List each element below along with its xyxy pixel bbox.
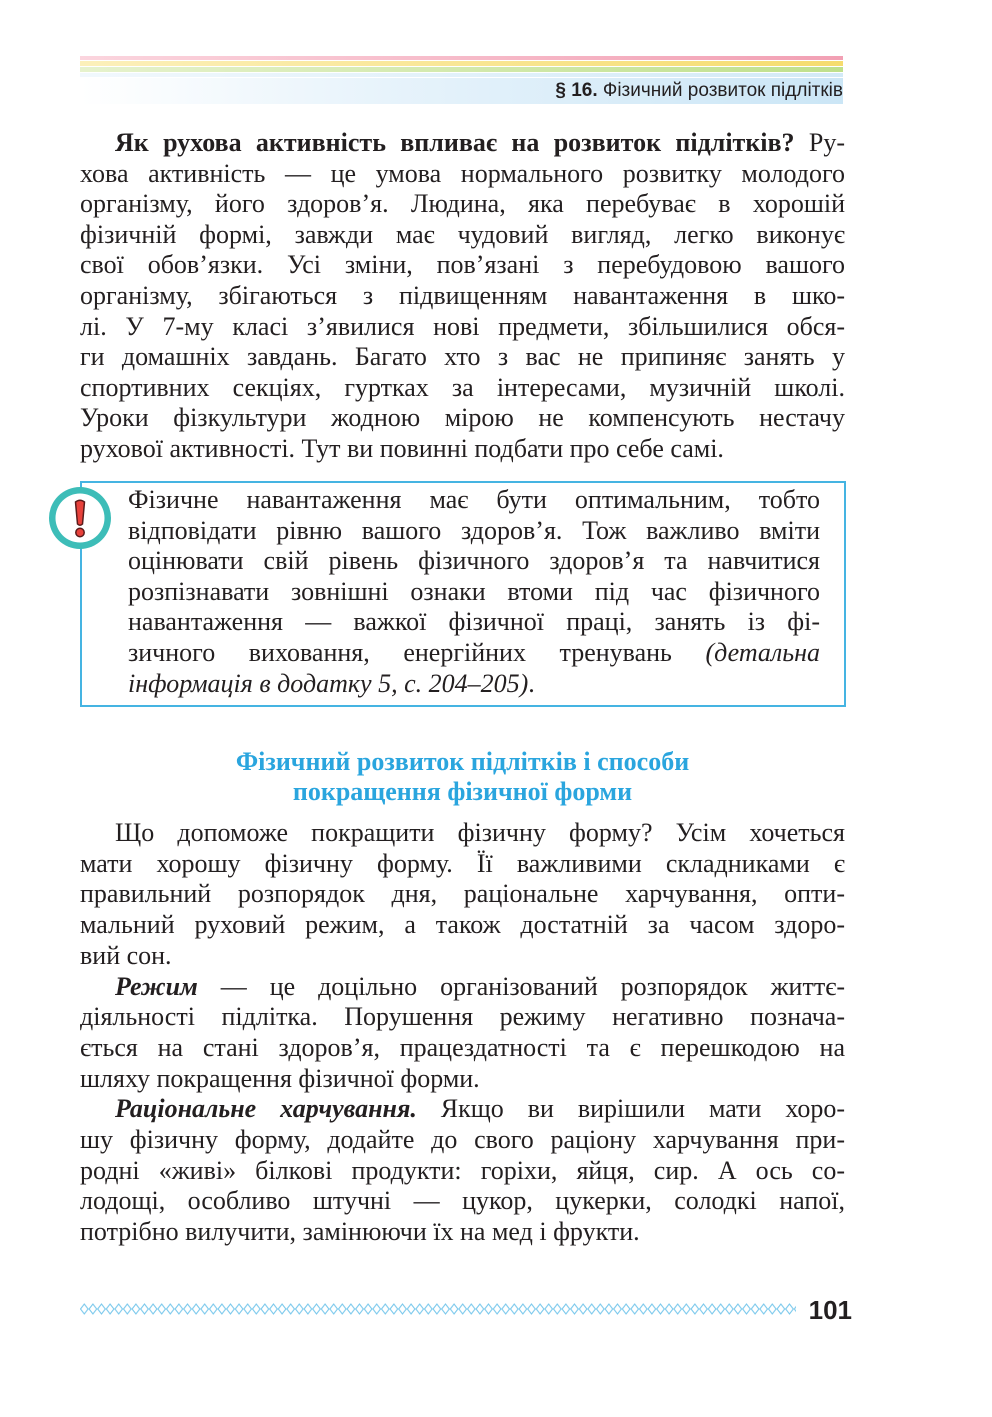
body-text <box>80 818 845 1248</box>
intro-line-8: ги домашніх завдань. Багато хто з вас не припиняє занять у <box>80 342 845 372</box>
nutrition-line-1-rest: Якщо ви вирішили мати хоро- <box>440 1094 845 1124</box>
footer-ornament-band <box>80 1303 796 1315</box>
nutrition-line-3: родні «живі» білкові продукти: горіхи, яйця, сир. А ось со- <box>80 1155 845 1185</box>
intro-line-10: Уроки фізкультури жодною мірою не компенсують нестачу <box>80 403 845 433</box>
notice-line-6-text: зичного виховання, енергійних тренувань <box>128 637 672 667</box>
intro-question: Як рухова активність впливає на розвиток підлітків? <box>115 128 795 157</box>
intro-paragraph <box>80 128 845 465</box>
running-header <box>80 78 843 104</box>
notice-line-7 <box>128 669 820 700</box>
subheading-line-1: Фізичний розвиток підлітків і способи <box>235 747 690 776</box>
improvement-line-5: вий сон. <box>80 940 172 970</box>
intro-line-11: рухової активності. Тут ви повинні подбати про себе самі. <box>80 433 724 463</box>
notice-reference-end: інформація в додатку 5, с. 204–205) <box>128 668 529 698</box>
improvement-line-3: правильний розпорядок дня, раціональне харчування, опти- <box>80 879 845 909</box>
section-subheading <box>80 747 845 807</box>
regime-term: Режим <box>115 971 198 1001</box>
regime-line-2: діяльності підлітка. Порушення режиму негативно познача- <box>80 1002 845 1032</box>
section-title: Фізичний розвиток підлітків <box>602 80 843 101</box>
nutrition-line-4: лодощі, особливо штучні — цукор, цукерки, солодкі напої, <box>80 1186 845 1216</box>
intro-line-5: свої обов’язки. Усі зміни, пов’язані з перебудовою вашого <box>80 250 845 280</box>
intro-line-9: спортивних секціях, гуртках за інтересами, музичній школі. <box>80 372 845 402</box>
intro-line-6: організму, збігаються з підвищенням навантаження в шко- <box>80 280 845 310</box>
intro-line-2: хова активність — це умова нормального розвитку молодого <box>80 158 845 188</box>
notice-line-1: Фізичне навантаження має бути оптимальним, тобто <box>128 485 820 514</box>
notice-reference-start: (детальна <box>705 637 821 667</box>
nutrition-line-5: потрібно вилучити, замінюючи їх на мед і фрукти. <box>80 1217 640 1247</box>
intro-line-1-rest: Ру- <box>808 128 845 157</box>
header-stripe-green <box>80 67 843 72</box>
footer-ornament <box>80 1303 796 1315</box>
header-stripe-pink <box>80 56 843 60</box>
intro-line-3: організму, його здоров’я. Людина, яка перебуває в хорошій <box>80 189 845 219</box>
improvement-line-1: Що допоможе покращити фізичну форму? Усім хочеться <box>115 818 845 847</box>
nutrition-line-2: шу фізичну форму, додайте до свого раціону харчування при- <box>80 1125 845 1155</box>
subheading-line-2: покращення фізичної форми <box>292 777 633 806</box>
regime-line-4: шляху покращення фізичної форми. <box>80 1063 480 1093</box>
improvement-line-2: мати хорошу фізичну форму. Її важливими складниками є <box>80 848 845 878</box>
header-stripe-yellow <box>80 61 843 66</box>
regime-line-1 <box>80 972 845 1003</box>
header-stripe-blue <box>80 73 843 77</box>
intro-line-1 <box>80 128 845 159</box>
regime-line-3: ється на стані здоров’я, працездатності та є перешкодою на <box>80 1032 845 1062</box>
notice-line-2: відповідати рівню вашого здоров’я. Тож важливо вміти <box>128 515 820 545</box>
notice-line-3: оцінювати свій рівень фізичного здоров’я та навчитися <box>128 546 820 576</box>
page-number: 101 <box>808 1295 852 1325</box>
intro-line-4: фізичній формі, завжди має чудовий вигляд, легко виконує <box>80 219 845 249</box>
notice-line-4: розпізнавати зовнішні ознаки втоми під час фізичного <box>128 576 820 606</box>
regime-line-1-rest: — це доцільно організований розпорядок життє- <box>220 971 846 1001</box>
intro-line-7: лі. У 7-му класі з’явилися нові предмети, збільшилися обся- <box>80 311 845 341</box>
exclamation-icon <box>48 486 112 550</box>
exclamation-icon-dot <box>76 528 84 536</box>
notice-line-6 <box>128 638 820 669</box>
nutrition-term: Раціональне харчування. <box>115 1094 417 1124</box>
notice-box <box>80 481 846 707</box>
notice-line-5: навантаження — важкої фізичної праці, занять із фі- <box>128 607 820 637</box>
improvement-line-4: мальний руховий режим, а також достатній за часом здоро- <box>80 910 845 940</box>
exclamation-icon-bar <box>76 500 85 525</box>
section-number: § 16. <box>555 80 598 101</box>
notice-line-7-end: . <box>528 668 535 698</box>
nutrition-line-1 <box>80 1094 845 1125</box>
